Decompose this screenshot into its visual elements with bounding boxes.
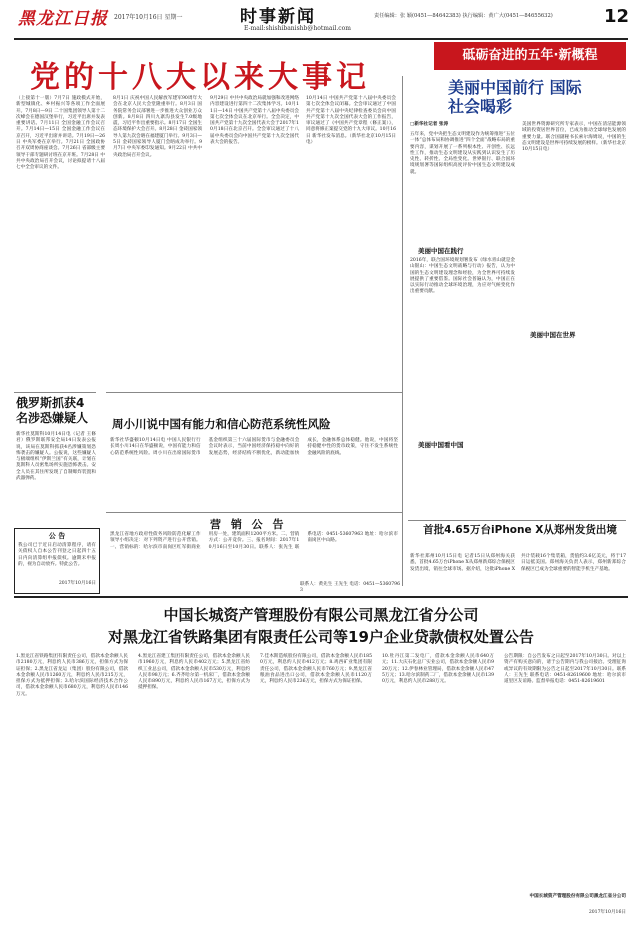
notice-box (14, 528, 100, 594)
sale-body: 黑龙江省地方政府性债务风险防范化解工作领导小组决定：对下列资产进行公开营销。一、营销标的：哈尔滨市南岗区红军街商业用房一处，建筑面积1200平方米。二、营销方式：公开竞价。三、报名时间：2017年10月16日至10月30日。联系人：张先生 联系电话：0451-53607963 地址：哈尔滨市南岗区中山路。 (110, 532, 398, 550)
sale-top-rule (106, 512, 402, 513)
date-line: 2017年10月16日 星期一 (114, 14, 183, 21)
sale-title: 营 销 公 告 (210, 518, 287, 531)
iphone-top-rule (408, 520, 626, 521)
lead-column-2: 8月1日 庆祝中国人民解放军建军90周年大会在北京人民大会堂隆重举行。8月3日 国务院常务会议部署进一步推进大众创业万众创新。8月8日 四川九寨沟县发生7.0级地震，习近平作出重要指示。8月17日 全国生态环境保护大会召开。8月28日 金砖国家领导人第九次会晤在福建厦门举行。9月3日—5日 金砖国家领导人厦门会晤成功举行。9月7日 中央军委印发通知。9月22日 中共中央政治局召开会议。 (113, 96, 202, 158)
sidebar-byline: □新华社记者 张涛 (410, 122, 449, 127)
paper-name: 黑龙江日报 (18, 9, 108, 29)
xi-body: 新华社华盛顿10月14日电 中国人民银行行长周小川14日在华盛顿说，中国有能力和信心防范系统性风险。周小川在出席国际货币基金组织第三十六届国际货币与金融委员会会议时表示，当前中国经济保持稳中向好的发展态势，经济结构不断优化，新动能加快成长，金融体系总体稳健。他说，中国将坚持稳健中性的货币政策，守住不发生系统性金融风险的底线。 (110, 438, 398, 456)
sale-contact: 联系人：黄先生 王先生 电话：0451—53607963 (300, 582, 400, 594)
sidebar-section-b-title: 美丽中国在世界 (530, 331, 576, 339)
notice-title: 公 告 (48, 531, 66, 540)
russia-body: 新华社莫斯科10月14日电（记者 王修君）俄罗斯联邦安全局14日发表公报说，该局在莫斯科抓获4名涉嫌策划恐怖袭击的嫌疑人。公报说，这些嫌疑人与极端组织“伊斯兰国”有关联，计划在莫斯科人员密集场所实施恐怖袭击。安全人员在其住所发现了自制爆炸装置和武器弹药。 (16, 432, 96, 482)
sidebar-headline: 美丽中国前行 国际社会喝彩 (448, 78, 582, 116)
bottom-column-3: 7.佳木斯造纸股份有限公司，借款本金余额人民币1850万元，利息约人民币412万元；8.鸡西矿业集团有限责任公司，借款本金余额人民币760万元；9.黑龙江省粮油食品进出口公司，借款本金余额人民币1120万元，利息约人民币236万元，担保方式为保证担保。 (260, 654, 372, 685)
bottom-banner-line1: 中国长城资产管理股份有限公司黑龙江省分公司 (163, 606, 479, 624)
lead-column-1: （上接第十一版）7月7日 施政模式开始，新型城镇化、乡村振兴等各项工作全面展开。7月8日—9日 二十国集团领导人第十二次峰会在德国汉堡举行，习近平出席并发表重要讲话。7月11日 全国金融工作会议召开。7月14日—15日 全国金融工作会议在京召开，习近平出席并讲话。7月19日—26日 中央军委在京举行。7月21日 全国政协召开双周协商座谈会。7月26日 省部级主要领导干部专题研讨班在京开班。7月28日 中共中央政治局召开会议，讨论拟提请十八届七中全会审议的文件。 (16, 96, 105, 171)
masthead-rule (14, 38, 628, 40)
bottom-banner-line2: 对黑龙江省铁路集团有限责任公司等19户企业贷款债权处置公告 (108, 628, 534, 646)
xi-top-rule (106, 392, 402, 393)
notice-body: 我公司已于近日启动清算程序，请有关债权人自本公告刊登之日起四十五日内向清算组申报债权。逾期未申报的，视为自动放弃。特此公告。 (18, 543, 96, 567)
bottom-banner-rule (14, 596, 628, 598)
iphone-body: 新华社郑州10月15日电 记者15日从郑州海关获悉，首批4.65万台iPhone X从郑州新郑综合保税区发货出境，销往全球市场。据介绍，这批iPhone X共计装载16个集装箱，货值约3.6亿美元，将于17日运抵美国。郑州海关负责人表示，郑州新郑综合保税区已成为全球重要的智能手机生产基地。 (410, 554, 626, 572)
page-number: 12 (604, 6, 630, 27)
editor-line: 责任编辑：张 颖(0451—84642383) 执行编辑：黄广大(0451—84655632) (374, 13, 553, 19)
iphone-headline: 首批4.65万台iPhone X从郑州发货出境 (423, 524, 617, 536)
bottom-column-1: 1.黑龙江省铁路集团有限责任公司，借款本金余额人民币2180万元，利息约人民币386万元，担保方式为保证担保；2.黑龙江省龙运（集团）股份有限公司，借款本金余额人民币1260万元，利息约人民币215万元，担保方式为抵押担保；3.哈尔滨国际经济技术合作公司，借款本金余额人民币680万元，利息约人民币146万元。 (16, 654, 128, 697)
lead-column-3: 9月29日 中共中央政治局就加强和改进网络内容建设进行第四十二次集体学习。10月11日—14日 中国共产党第十八届中央委员会第七次全体会议在北京举行。全会决定，中国共产党第十九次全国代表大会于2017年10月18日在北京召开。全会审议通过了十八届中央委员会向中国共产党第十九次全国代表大会的报告。 (210, 96, 299, 146)
banner (434, 42, 626, 70)
lead-column-4: 10月14日 中国共产党第十八届中央委员会第七次全体会议闭幕。全会审议通过了中国共产党第十八届中央纪律检查委员会向中国共产党第十九次全国代表大会的工作报告，审议通过了《中国共产党章程（修正案）》，同意将修正案提交党的十九大审议。10月16日 新华社发布消息。（新华社北京10月15日电） (306, 96, 396, 146)
section-title: 时事新闻 (240, 7, 316, 27)
sidebar-section-c-title: 美丽中国看中国 (418, 441, 464, 449)
bottom-column-5: 公告期限：自公告发布之日起至2017年10月30日。对以上资产有购买意向的，请于公告期内与我公司接洽。受理征询或异议的有效期限为公告之日起至2017年10月30日。联系人：王先生 联系电话：0451-82619600 地址：哈尔滨市道里区友谊路。监督举报电话：0451-82619601 (504, 654, 626, 685)
sidebar-column-a: 五年来，党中央把生态文明建设作为统筹推进“五位一体”总体布局和协调推进“四个全面”战略布局的重要内容，谋划开展了一系列根本性、开创性、长远性工作，推动生态文明建设从实践到认识发生了历史性、转折性、全局性变化。世界银行、联合国环境规划署等国际组织高度评价中国生态文明建设成就。 (410, 132, 515, 175)
main-headline: 党的十八大以来大事记 (30, 60, 370, 95)
bottom-date: 2017年10月16日 (588, 910, 626, 915)
bottom-column-4: 10.牡丹江第二发电厂，借款本金余额人民币640万元；11.大庆石化总厂实业公司，借款本金余额人民币920万元；12.伊春林业管理局，借款本金余额人民币475万元；13.哈尔滨制药二厂，借款本金余额人民币1390万元，利息约人民币288万元。 (382, 654, 494, 685)
bottom-column-2: 4.黑龙江省建工集团有限责任公司，借款本金余额人民币1960万元，利息约人民币402万元；5.黑龙江省纺织工业总公司，借款本金余额人民币530万元，利息约人民币98万元；6.齐齐哈尔第一机床厂，借款本金余额人民币890万元，利息约人民币167万元，担保方式为抵押担保。 (138, 654, 250, 691)
russia-top-rule (14, 392, 96, 393)
bottom-signature: 中国长城资产管理股份有限公司黑龙江省分公司 (529, 894, 626, 899)
xi-headline: 周小川说中国有能力和信心防范系统性风险 (112, 417, 331, 431)
notice-signature: 2017年10月16日 (58, 581, 96, 586)
sidebar-column-b: 2016年，联合国环境规划署发布《绿水青山就是金山银山：中国生态文明战略与行动》报告，认为中国的生态文明建设理念和经验，为全世界可持续发展提供了重要借鉴。国际社会普遍认为，中国正在以实际行动推动全球环境治理，为应对气候变化作出重要贡献。 (410, 258, 515, 295)
sidebar-column-c: 美国世界资源研究所专家表示，中国在清洁能源领域的投资居世界首位，已成为推动全球绿色发展的重要力量。联合国副秘书长索尔海姆说，中国的生态文明建设是世界可持续发展的榜样。（新华社北京10月15日电） (522, 122, 626, 153)
russia-headline: 俄罗斯抓获4名涉恐嫌疑人 (16, 396, 89, 425)
sidebar-section-a-title: 美丽中国在践行 (418, 247, 464, 255)
section-email: E-mail:shishibanishb@hotmail.com (244, 25, 351, 32)
sidebar-divider (402, 76, 403, 586)
masthead (0, 0, 640, 38)
banner-text: 砥砺奋进的五年·新概程 (462, 48, 598, 63)
